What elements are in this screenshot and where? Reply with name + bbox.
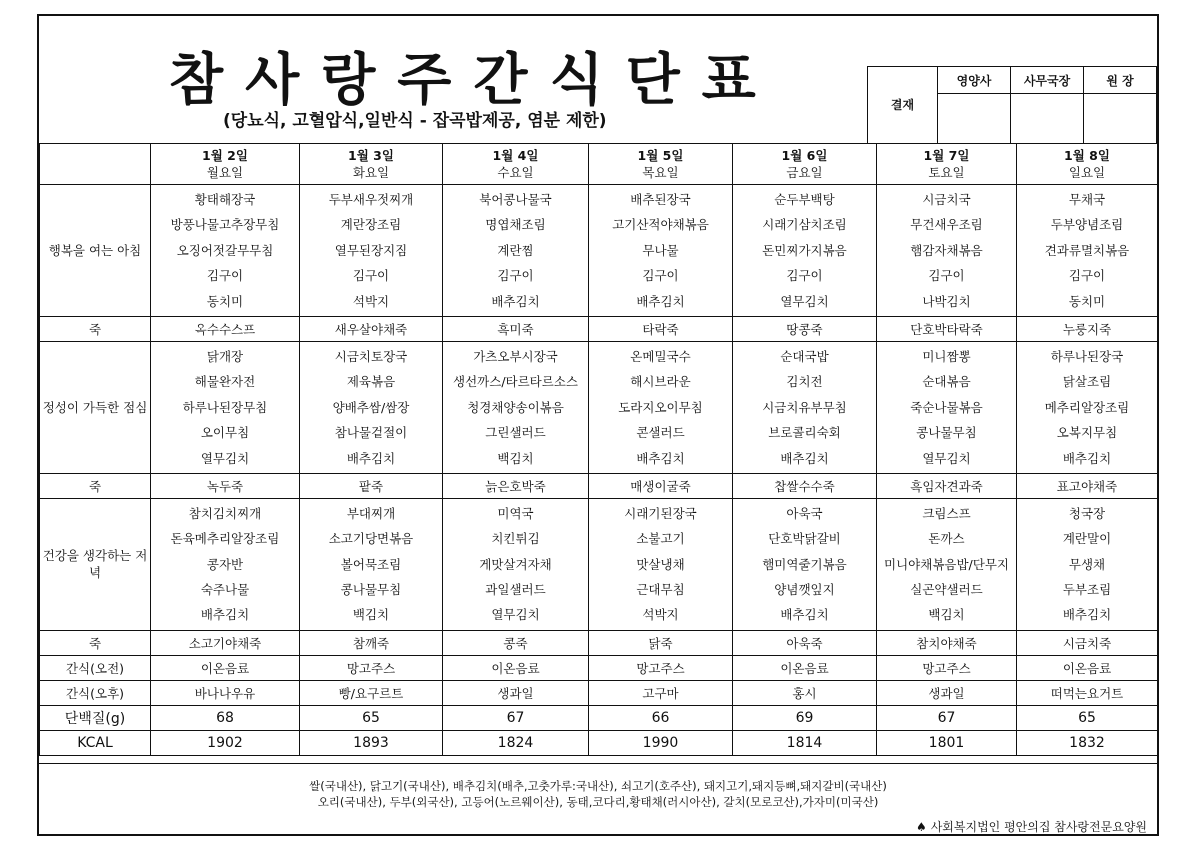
- menu-item: 북어콩나물국: [479, 192, 552, 207]
- menu-item: 소불고기: [636, 531, 685, 547]
- menu-item: 가츠오부시장국: [473, 348, 558, 364]
- dinner-day-cell: [151, 498, 300, 630]
- menu-item: 무생채: [1068, 556, 1106, 572]
- snack-afternoon-cell: 고구마: [589, 680, 733, 705]
- dinner-porridge-label: 죽: [40, 630, 151, 655]
- menu-item: 열무김치: [780, 293, 829, 309]
- snack-morning-cell: 망고주스: [300, 655, 443, 680]
- origin-note-line2: 오리(국내산), 두부(외국산), 고등어(노르웨이산), 동태,코다리,황태채(러시아산), 갈치(모로코산),가자미(미국산): [317, 795, 879, 809]
- kcal-row: [40, 730, 1158, 755]
- menu-item: 배추김치: [780, 607, 829, 623]
- menu-item: 배추김치: [1062, 607, 1112, 623]
- menu-item: 계란말이: [1062, 531, 1112, 547]
- menu-item: 콩나물무침: [916, 425, 977, 441]
- menu-item: 열무김치: [491, 607, 540, 623]
- menu-item: 순대볶음: [922, 374, 971, 390]
- lunch-day-cell: [151, 341, 300, 473]
- menu-item: 돈육메추리알장조림: [170, 531, 280, 547]
- menu-item: 백김치: [497, 450, 534, 466]
- breakfast-porridge-cell: 누룽지죽: [1017, 316, 1158, 341]
- menu-item: 김구이: [928, 268, 965, 284]
- approval-sign-manager[interactable]: [1011, 94, 1084, 144]
- menu-item: 햄미역줄기볶음: [762, 556, 847, 572]
- protein-cell: 65: [1017, 705, 1158, 730]
- menu-item: 크림스프: [922, 505, 971, 521]
- menu-item: 동치미: [1068, 293, 1106, 309]
- menu-item: 오이무침: [200, 425, 250, 441]
- lunch-porridge-cell: 팥죽: [300, 473, 443, 498]
- menu-item: 시금치토장국: [334, 348, 408, 364]
- menu-item: 계란장조림: [340, 217, 402, 233]
- snack-morning-cell: 망고주스: [877, 655, 1017, 680]
- lunch-porridge-cell: 매생이굴죽: [589, 473, 733, 498]
- dinner-porridge-cell: 콩죽: [443, 630, 589, 655]
- lunch-day-cell: [300, 341, 443, 473]
- kcal-cell: 1990: [589, 730, 733, 755]
- breakfast-porridge-cell: 새우살야채죽: [300, 316, 443, 341]
- menu-item: 그린샐러드: [485, 425, 546, 441]
- approval-label: 결재: [868, 67, 938, 144]
- menu-item: 무건새우조림: [910, 217, 983, 233]
- snack-morning-row: [40, 655, 1158, 680]
- day-date: 1월 3일: [348, 148, 394, 163]
- weekly-menu-table: [39, 143, 1158, 756]
- breakfast-porridge-row: [40, 316, 1158, 341]
- day-weekday: 수요일: [497, 165, 534, 180]
- snack-afternoon-label: 간식(오후): [40, 680, 151, 705]
- menu-item: 황태해장국: [194, 192, 256, 207]
- menu-sheet: [37, 14, 1159, 836]
- day-weekday: 화요일: [352, 165, 390, 180]
- menu-item: 김구이: [642, 268, 679, 284]
- day-date: 1월 6일: [781, 148, 828, 163]
- menu-item: 닭개장: [206, 348, 244, 364]
- protein-label: 단백질(g): [40, 705, 151, 730]
- breakfast-day-cell: [151, 185, 300, 317]
- dinner-day-cell: [589, 498, 733, 630]
- sheet-header: [39, 16, 1157, 143]
- menu-item: 배추된장국: [630, 192, 691, 207]
- day-header: [443, 144, 589, 185]
- snack-afternoon-cell: 생과일: [877, 680, 1017, 705]
- menu-item: 석박지: [352, 293, 390, 309]
- menu-item: 방풍나물고추장무침: [170, 217, 280, 233]
- menu-item: 미역국: [497, 505, 534, 521]
- menu-item: 제육볶음: [346, 374, 396, 390]
- menu-item: 열무김치: [200, 450, 250, 466]
- menu-item: 배추김치: [200, 607, 250, 623]
- menu-item: 백김치: [928, 607, 965, 623]
- menu-item: 무나물: [642, 242, 679, 258]
- protein-cell: 67: [443, 705, 589, 730]
- snack-morning-cell: 이온음료: [1017, 655, 1158, 680]
- kcal-cell: 1814: [733, 730, 877, 755]
- lunch-porridge-row: [40, 473, 1158, 498]
- dinner-porridge-cell: 시금치죽: [1017, 630, 1158, 655]
- menu-item: 견과류멸치볶음: [1044, 242, 1130, 258]
- menu-item: 순두부백탕: [774, 192, 835, 207]
- menu-item: 두부새우젓찌개: [328, 192, 414, 207]
- menu-item: 콩자반: [206, 556, 244, 572]
- snack-afternoon-cell: 떠먹는요거트: [1017, 680, 1158, 705]
- organization-logo-icon: ♠: [915, 820, 927, 834]
- day-header: [877, 144, 1017, 185]
- menu-item: 닭살조림: [1062, 374, 1112, 390]
- menu-item: 시래기된장국: [624, 505, 697, 521]
- menu-item: 청국장: [1068, 505, 1106, 521]
- breakfast-day-cell: [589, 185, 733, 317]
- breakfast-porridge-label: 죽: [40, 316, 151, 341]
- breakfast-day-cell: [1017, 185, 1158, 317]
- menu-item: 미니야채볶음밥/단무지: [884, 556, 1009, 572]
- page-title: 참사랑주간식단표: [169, 48, 778, 113]
- snack-morning-cell: 이온음료: [443, 655, 589, 680]
- approval-sign-dietitian[interactable]: [938, 94, 1011, 144]
- menu-item: 배추김치: [1062, 450, 1112, 466]
- menu-item: 볼어묵조림: [340, 556, 402, 572]
- snack-afternoon-cell: 생과일: [443, 680, 589, 705]
- menu-item: 돈민찌가지볶음: [762, 242, 847, 258]
- menu-item: 하루나된장무침: [182, 399, 268, 415]
- approval-role-manager: 사무국장: [1011, 67, 1084, 94]
- dinner-porridge-cell: 아욱죽: [733, 630, 877, 655]
- menu-item: 배추김치: [346, 450, 396, 466]
- dinner-porridge-cell: 참치야채죽: [877, 630, 1017, 655]
- lunch-day-cell: [733, 341, 877, 473]
- menu-item: 동치미: [206, 293, 244, 309]
- lunch-day-cell: [1017, 341, 1158, 473]
- dinner-day-cell: [733, 498, 877, 630]
- dinner-day-cell: [300, 498, 443, 630]
- menu-item: 배추김치: [491, 293, 540, 309]
- lunch-porridge-cell: 표고야채죽: [1017, 473, 1158, 498]
- lunch-porridge-cell: 찹쌀수수죽: [733, 473, 877, 498]
- menu-item: 죽순나물볶음: [910, 399, 983, 415]
- breakfast-row: [40, 185, 1158, 317]
- organization-name: ♠ 사회복지법인 평안의집 참사랑전문요양원: [915, 820, 1147, 834]
- snack-afternoon-row: [40, 680, 1158, 705]
- day-header: [1017, 144, 1158, 185]
- menu-item: 부대찌개: [346, 505, 396, 521]
- menu-item: 열무김치: [922, 450, 971, 466]
- day-weekday: 일요일: [1068, 165, 1106, 180]
- menu-item: 콘샐러드: [636, 425, 685, 441]
- approval-box: [867, 66, 1157, 144]
- kcal-cell: 1893: [300, 730, 443, 755]
- menu-item: 김치전: [786, 374, 823, 390]
- approval-role-dietitian: 영양사: [938, 67, 1011, 94]
- dinner-day-cell: [877, 498, 1017, 630]
- menu-item: 오징어젓갈무무침: [176, 242, 274, 258]
- approval-sign-director[interactable]: [1084, 94, 1157, 144]
- dinner-porridge-cell: 소고기야채죽: [151, 630, 300, 655]
- kcal-cell: 1824: [443, 730, 589, 755]
- day-header: [151, 144, 300, 185]
- breakfast-porridge-cell: 옥수수스프: [151, 316, 300, 341]
- lunch-row: [40, 341, 1158, 473]
- snack-morning-cell: 이온음료: [151, 655, 300, 680]
- menu-item: 메추리알장조림: [1044, 399, 1130, 415]
- breakfast-porridge-cell: 흑미죽: [443, 316, 589, 341]
- menu-item: 시금치국: [922, 192, 971, 207]
- dinner-porridge-cell: 닭죽: [589, 630, 733, 655]
- menu-item: 온메밀국수: [630, 348, 691, 364]
- day-weekday: 토요일: [928, 165, 965, 180]
- menu-item: 게맛살겨자채: [479, 556, 552, 572]
- day-weekday: 목요일: [642, 165, 679, 180]
- menu-item: 맛살냉채: [636, 556, 685, 572]
- menu-item: 단호박닭갈비: [768, 531, 841, 547]
- breakfast-porridge-cell: 타락죽: [589, 316, 733, 341]
- menu-item: 두부조림: [1062, 582, 1112, 598]
- menu-item: 브로콜리숙회: [768, 425, 841, 441]
- menu-item: 햄감자채볶음: [910, 242, 983, 258]
- lunch-porridge-label: 죽: [40, 473, 151, 498]
- day-header-row: [40, 144, 1158, 185]
- menu-item: 배추김치: [780, 450, 829, 466]
- protein-row: [40, 705, 1158, 730]
- protein-cell: 65: [300, 705, 443, 730]
- lunch-day-cell: [877, 341, 1017, 473]
- protein-cell: 69: [733, 705, 877, 730]
- day-date: 1월 8일: [1064, 148, 1110, 163]
- menu-item: 참치김치찌개: [188, 505, 262, 521]
- menu-item: 계란찜: [497, 242, 534, 258]
- lunch-porridge-cell: 녹두죽: [151, 473, 300, 498]
- menu-item: 순대국밥: [780, 348, 829, 364]
- menu-item: 고기산적야채볶음: [612, 217, 709, 233]
- kcal-cell: 1832: [1017, 730, 1158, 755]
- breakfast-day-cell: [300, 185, 443, 317]
- menu-item: 양념깻잎지: [774, 582, 835, 598]
- menu-item: 생선까스/타르타르소스: [453, 374, 578, 390]
- menu-item: 참나물겉절이: [334, 425, 408, 441]
- dinner-day-cell: [443, 498, 589, 630]
- dinner-porridge-row: [40, 630, 1158, 655]
- menu-item: 두부양념조림: [1050, 217, 1124, 233]
- day-date: 1월 4일: [492, 148, 539, 163]
- day-date: 1월 2일: [202, 148, 248, 163]
- menu-item: 오복지무침: [1056, 425, 1118, 441]
- dinner-porridge-cell: 참깨죽: [300, 630, 443, 655]
- lunch-day-cell: [443, 341, 589, 473]
- breakfast-day-cell: [733, 185, 877, 317]
- day-header: [589, 144, 733, 185]
- menu-item: 김구이: [786, 268, 823, 284]
- menu-item: 콩나물무침: [340, 582, 402, 598]
- dinner-day-cell: [1017, 498, 1158, 630]
- lunch-day-cell: [589, 341, 733, 473]
- menu-item: 근대무침: [636, 582, 685, 598]
- dinner-row: [40, 498, 1158, 630]
- menu-item: 김구이: [1068, 268, 1106, 284]
- menu-item: 석박지: [642, 607, 679, 623]
- menu-item: 과일샐러드: [485, 582, 546, 598]
- menu-item: 배추김치: [636, 450, 685, 466]
- approval-role-director: 원 장: [1084, 67, 1157, 94]
- menu-item: 숙주나물: [200, 582, 250, 598]
- menu-item: 시래기삼치조림: [762, 217, 847, 233]
- breakfast-porridge-cell: 땅콩죽: [733, 316, 877, 341]
- day-header: [300, 144, 443, 185]
- corner-cell: [40, 144, 151, 185]
- menu-item: 미니짬뽕: [922, 348, 971, 364]
- menu-item: 김구이: [352, 268, 390, 284]
- menu-item: 무채국: [1068, 192, 1106, 207]
- snack-afternoon-cell: 빵/요구르트: [300, 680, 443, 705]
- protein-cell: 68: [151, 705, 300, 730]
- menu-item: 청경채양송이볶음: [467, 399, 564, 415]
- menu-item: 도라지오이무침: [618, 399, 703, 415]
- kcal-cell: 1902: [151, 730, 300, 755]
- menu-item: 돈까스: [928, 531, 965, 547]
- lunch-porridge-cell: 흑임자견과죽: [877, 473, 1017, 498]
- snack-morning-cell: 이온음료: [733, 655, 877, 680]
- sheet-footer: [39, 763, 1157, 835]
- menu-item: 아욱국: [786, 505, 823, 521]
- origin-note-line1: 쌀(국내산), 닭고기(국내산), 배추김치(배추,고춧가루:국내산), 쇠고기(호주산), 돼지고기,돼지등뼈,돼지갈비(국내산): [309, 779, 887, 793]
- breakfast-day-cell: [443, 185, 589, 317]
- menu-item: 해물완자전: [194, 374, 256, 390]
- menu-item: 실곤약샐러드: [910, 582, 983, 598]
- day-header: [733, 144, 877, 185]
- menu-item: 명엽채조림: [485, 217, 546, 233]
- snack-afternoon-cell: 홍시: [733, 680, 877, 705]
- menu-item: 김구이: [497, 268, 534, 284]
- menu-item: 김구이: [206, 268, 244, 284]
- protein-cell: 66: [589, 705, 733, 730]
- protein-cell: 67: [877, 705, 1017, 730]
- menu-item: 하루나된장국: [1050, 348, 1124, 364]
- menu-item: 시금치유부무침: [762, 399, 847, 415]
- page-subtitle: (당뇨식, 고혈압식,일반식 - 잡곡밥제공, 염분 제한): [223, 111, 607, 131]
- menu-item: 치킨튀김: [491, 531, 540, 547]
- dinner-label: 건강을 생각하는 저녁: [40, 498, 151, 630]
- kcal-label: KCAL: [40, 730, 151, 755]
- breakfast-day-cell: [877, 185, 1017, 317]
- menu-item: 백김치: [352, 607, 390, 623]
- snack-afternoon-cell: 바나나우유: [151, 680, 300, 705]
- day-date: 1월 5일: [637, 148, 684, 163]
- menu-item: 배추김치: [636, 293, 685, 309]
- menu-item: 나박김치: [922, 293, 971, 309]
- breakfast-label: 행복을 여는 아침: [40, 185, 151, 317]
- day-date: 1월 7일: [923, 148, 970, 163]
- menu-item: 해시브라운: [630, 374, 691, 390]
- snack-morning-cell: 망고주스: [589, 655, 733, 680]
- lunch-porridge-cell: 늙은호박죽: [443, 473, 589, 498]
- day-weekday: 월요일: [206, 165, 244, 180]
- menu-item: 양배추쌈/쌈장: [332, 399, 410, 415]
- menu-item: 소고기당면볶음: [328, 531, 414, 547]
- menu-item: 열무된장지짐: [334, 242, 408, 258]
- day-weekday: 금요일: [786, 165, 823, 180]
- kcal-cell: 1801: [877, 730, 1017, 755]
- lunch-label: 정성이 가득한 점심: [40, 341, 151, 473]
- breakfast-porridge-cell: 단호박타락죽: [877, 316, 1017, 341]
- snack-morning-label: 간식(오전): [40, 655, 151, 680]
